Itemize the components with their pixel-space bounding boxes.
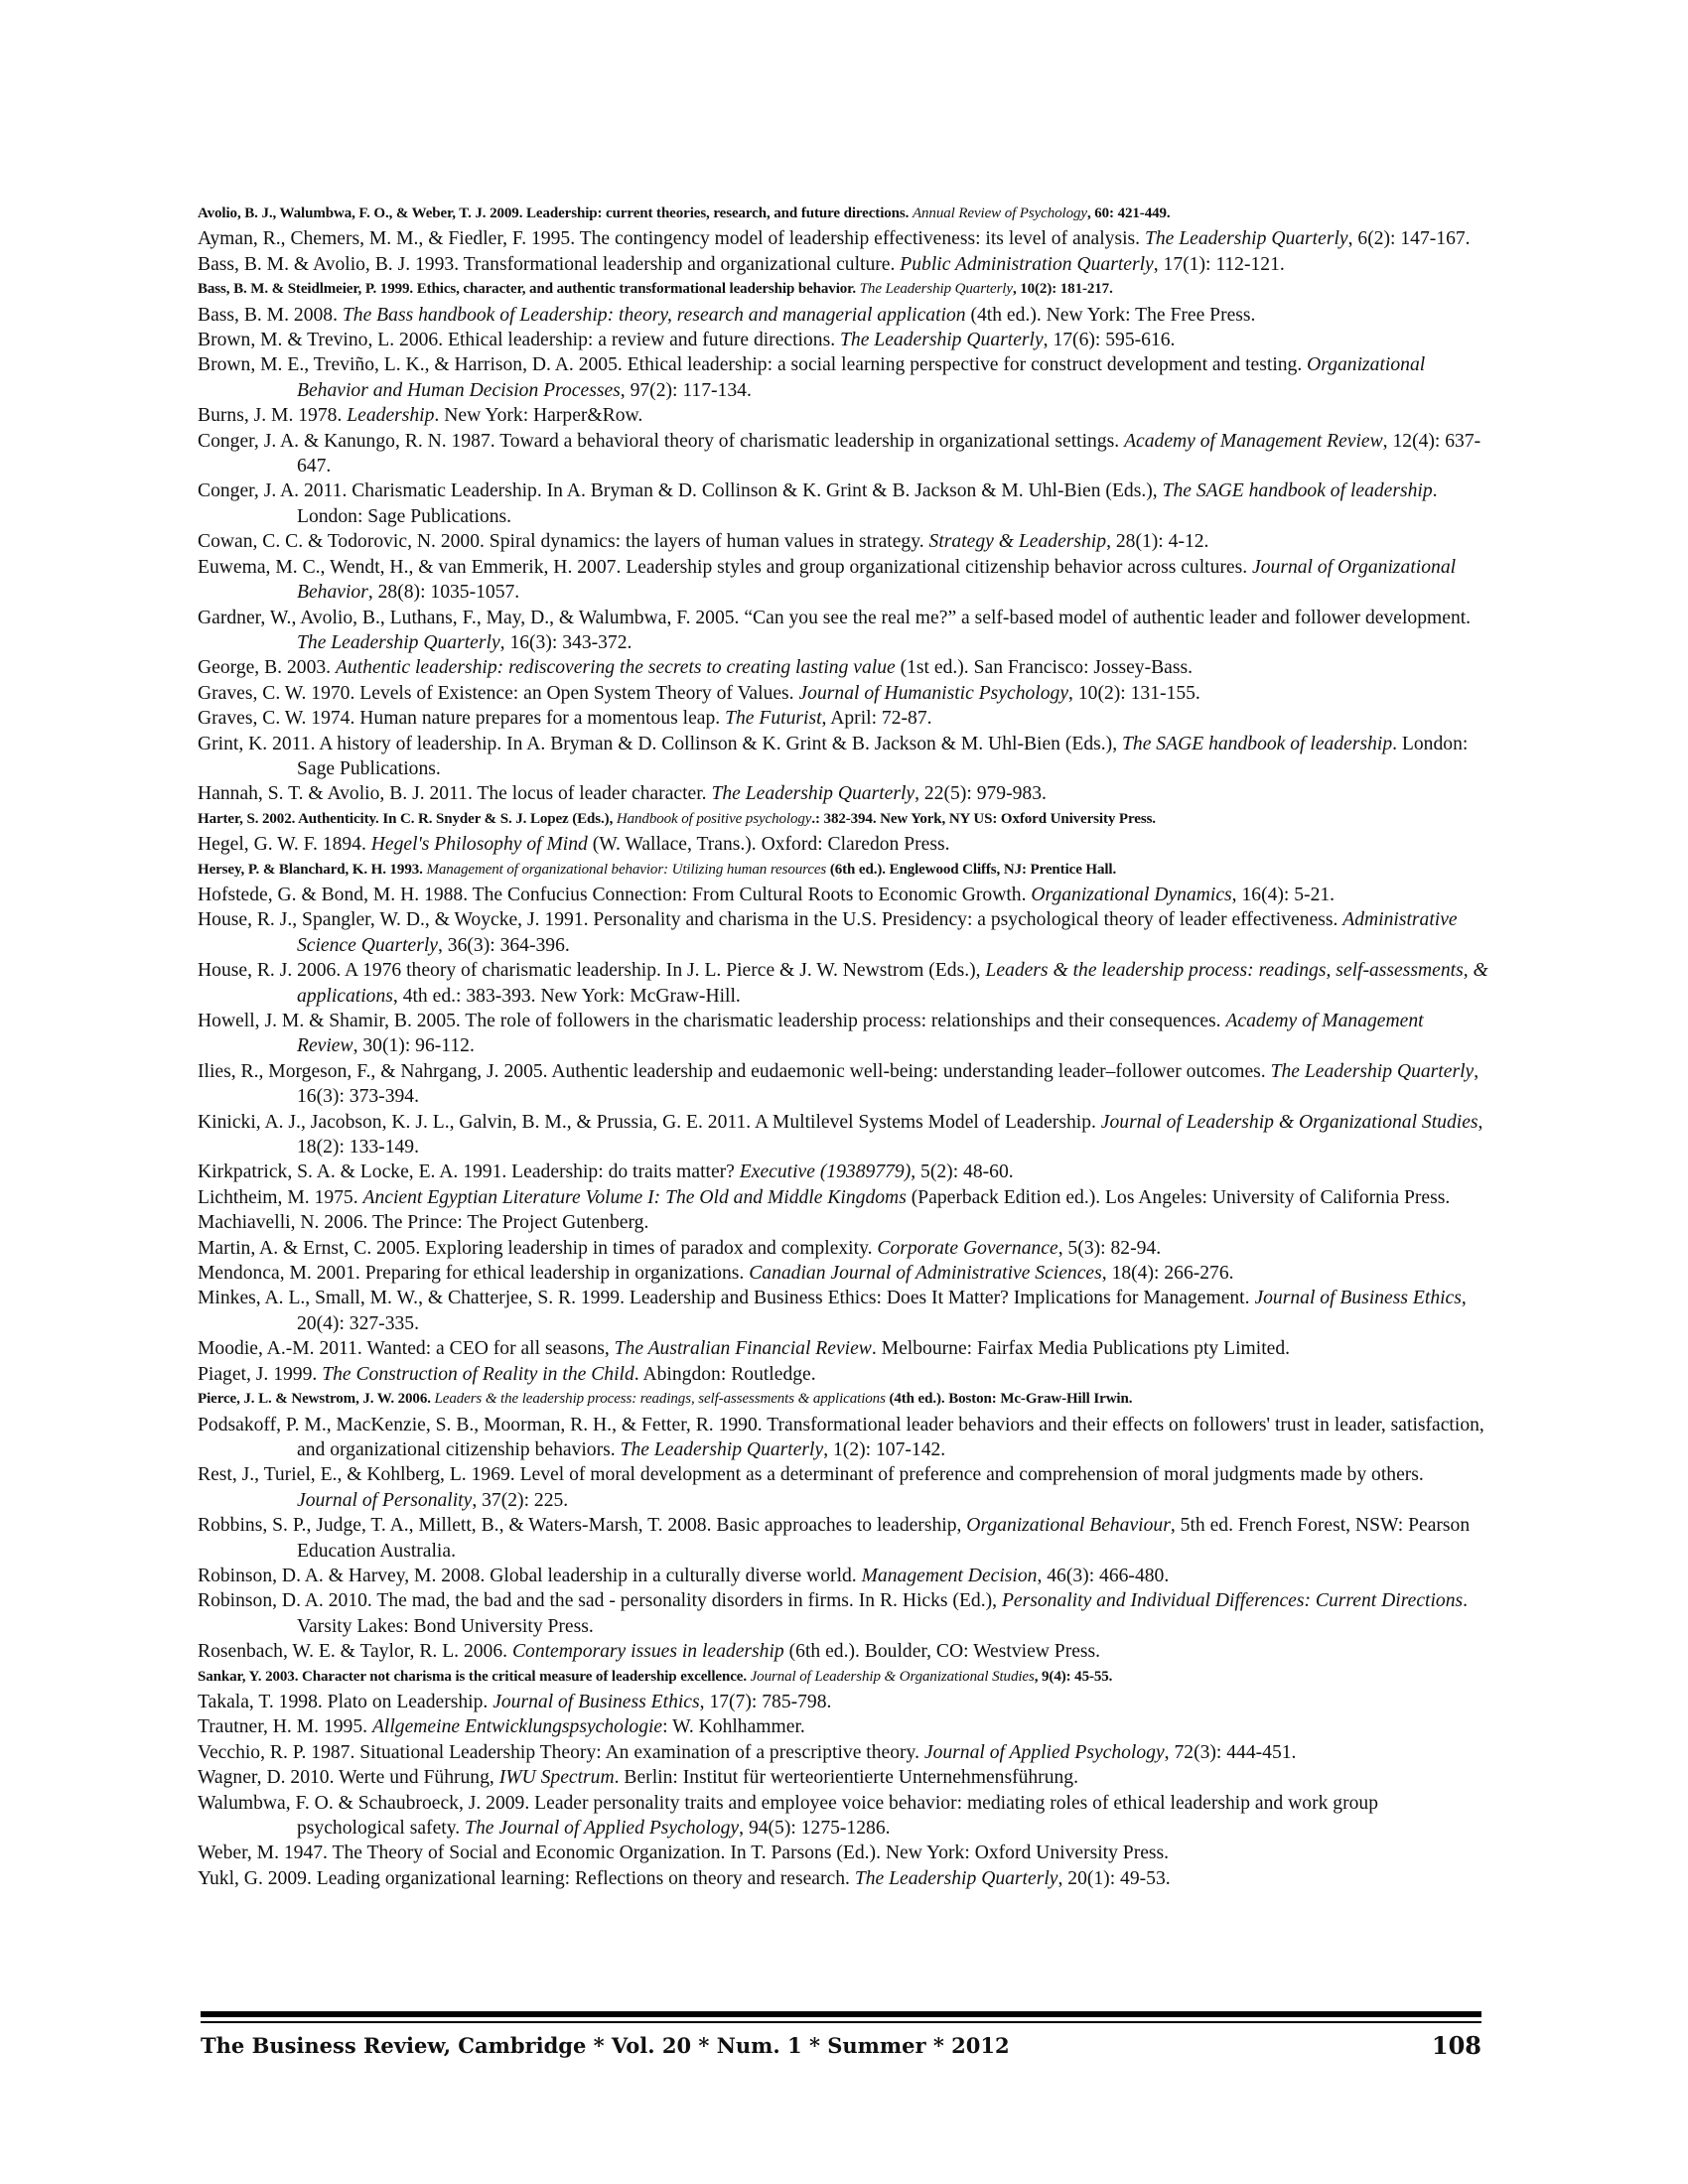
page-number: 108 [1431, 2031, 1481, 2060]
footer-rule-thick [201, 2011, 1481, 2017]
reference-title: The Leadership Quarterly [1270, 1060, 1475, 1082]
reference-text: , 94(5): 1275-1286. [739, 1818, 891, 1839]
reference-title: Journal of Organizational Behavior [297, 556, 1457, 604]
reference-text: Sankar, Y. 2003. Character not charisma is the critical measure of leadership excellence. [198, 1668, 751, 1685]
reference-entry [198, 277, 1488, 302]
reference-entry [198, 858, 1488, 883]
reference-text: Brown, M. E., Treviño, L. K., & Harrison, D. A. 2005. Ethical leadership: a social learning perspective for construct development and testing. [198, 354, 1308, 376]
reference-text: Hersey, P. & Blanchard, K. H. 1993. [198, 861, 427, 878]
reference-text: . London: Sage Publications. [297, 733, 1469, 779]
reference-title: Contemporary issues in leadership [511, 1641, 784, 1663]
reference-text: Ayman, R., Chemers, M. M., & Fiedler, F. 1995. The contingency model of leadership effectiveness: its level of analysis. [198, 228, 1145, 250]
reference-entry [198, 732, 1488, 782]
reference-entry [198, 555, 1488, 606]
reference-text: Rest, J., Turiel, E., & Kohlberg, L. 1969. Level of moral development as a determinant of preference and comprehension of moral judgments made by others. [198, 1464, 1424, 1486]
reference-text: Cowan, C. C. & Todorovic, N. 2000. Spiral dynamics: the layers of human values in strategy. [198, 531, 929, 553]
reference-entry [198, 606, 1488, 656]
reference-text: Yukl, G. 2009. Leading organizational learning: Reflections on theory and research. [198, 1867, 855, 1889]
reference-text: Bass, B. M. & Avolio, B. J. 1993. Transformational leadership and organizational culture. [198, 253, 901, 275]
reference-entry [198, 1210, 1488, 1235]
reference-text: , 16(3): 373-394. [297, 1060, 1479, 1108]
reference-entry [198, 1009, 1488, 1059]
reference-text: , 22(5): 979-983. [914, 783, 1047, 805]
reference-title: The Leadership Quarterly [620, 1438, 824, 1460]
reference-text: Pierce, J. L. & Newstrom, J. W. 2006. [198, 1391, 435, 1408]
reference-text: Kinicki, A. J., Jacobson, K. J. L., Galvin, B. M., & Prussia, G. E. 2011. A Multilevel Systems Model of Leadership. [198, 1111, 1101, 1133]
reference-text: , 16(4): 5-21. [1231, 884, 1336, 905]
reference-entry [198, 1261, 1488, 1286]
reference-text: , 72(3): 444-451. [1164, 1741, 1297, 1763]
reference-text: Rosenbach, W. E. & Taylor, R. L. 2006. [198, 1641, 512, 1663]
reference-entry [198, 1110, 1488, 1160]
reference-text: Walumbwa, F. O. & Schaubroeck, J. 2009. Leader personality traits and employee voice behavior: mediating roles of ethical leadership and work group psychological safety. [198, 1792, 1378, 1839]
reference-text: Moodie, A.-M. 2011. Wanted: a CEO for all seasons, [198, 1338, 615, 1360]
reference-text: Martin, A. & Ernst, C. 2005. Exploring leadership in times of paradox and complexity. [198, 1237, 878, 1259]
reference-entry [198, 706, 1488, 731]
reference-title: Administrative Science Quarterly [297, 909, 1458, 956]
reference-title: The Construction of Reality in the Child [322, 1363, 634, 1385]
reference-text: , 4th ed.: 383-393. New York: McGraw-Hill. [392, 985, 741, 1007]
reference-text: , 17(6): 595-616. [1043, 330, 1176, 351]
reference-text: Robinson, D. A. 2010. The mad, the bad and the sad - personality disorders in firms. In R. Hicks (Ed.), [198, 1590, 1002, 1612]
reference-text: Ilies, R., Morgeson, F., & Nahrgang, J. 2005. Authentic leadership and eudaemonic well-being: understanding leader–follower outcomes. [198, 1060, 1271, 1082]
reference-text: Grint, K. 2011. A history of leadership. In A. Bryman & D. Collinson & K. Grint & B. Jackson & M. Uhl-Bien (Eds.), [198, 733, 1123, 754]
reference-text: . New York: Harper&Row. [434, 405, 643, 427]
reference-text: House, R. J. 2006. A 1976 theory of charismatic leadership. In J. L. Pierce & J. W. Newstrom (Eds.), [198, 960, 986, 982]
reference-text: , 17(7): 785-798. [699, 1691, 832, 1712]
reference-entry [198, 832, 1488, 857]
reference-text: . Berlin: Institut für werteorientierte Unternehmensführung. [614, 1767, 1078, 1789]
reference-entry [198, 1059, 1488, 1110]
reference-title: Academy of Management Review [1124, 430, 1383, 452]
reference-text: . Varsity Lakes: Bond University Press. [297, 1590, 1469, 1637]
reference-title: Journal of Leadership & Organizational Studies [750, 1668, 1035, 1685]
reference-entry [198, 1413, 1488, 1463]
reference-text: , 60: 421-449. [1086, 205, 1171, 221]
reference-text: , 46(3): 466-480. [1037, 1565, 1170, 1586]
reference-title: Annual Review of Psychology [912, 205, 1087, 221]
reference-title: Academy of Management Review [297, 1011, 1424, 1057]
reference-entry [198, 907, 1488, 958]
reference-text: (6th ed.). Boulder, CO: Westview Press. [783, 1641, 1101, 1663]
reference-text: .: 382-394. New York, NY US: Oxford University Press. [811, 810, 1156, 827]
reference-entry [198, 252, 1488, 277]
reference-title: Journal of Business Ethics [1254, 1288, 1462, 1309]
reference-text: . Abingdon: Routledge. [633, 1363, 816, 1385]
reference-text: , 28(1): 4-12. [1106, 531, 1209, 553]
reference-text: , 10(2): 131-155. [1068, 682, 1200, 704]
reference-entry [198, 1462, 1488, 1513]
reference-text: , 18(4): 266-276. [1101, 1263, 1234, 1285]
reference-entry [198, 429, 1488, 479]
reference-title: Authentic leadership: rediscovering the secrets to creating lasting value [335, 657, 896, 679]
reference-entry [198, 529, 1488, 554]
reference-text: Weber, M. 1947. The Theory of Social and Economic Organization. In T. Parsons (Ed.). New York: Oxford University Press. [198, 1843, 1170, 1864]
reference-title: Hegel's Philosophy of Mind [370, 834, 588, 856]
reference-text: Graves, C. W. 1974. Human nature prepares for a momentous leap. [198, 708, 726, 730]
reference-title: Handbook of positive psychology [616, 810, 812, 827]
reference-text: , 20(1): 49-53. [1057, 1867, 1171, 1889]
reference-text: Conger, J. A. & Kanungo, R. N. 1987. Toward a behavioral theory of charismatic leadership in organizational settings. [198, 430, 1125, 452]
reference-text: , 10(2): 181-217. [1012, 281, 1113, 298]
reference-title: Management Decision [861, 1565, 1038, 1586]
reference-entry [198, 1665, 1488, 1690]
reference-title: Journal of Leadership & Organizational Studies [1100, 1111, 1478, 1133]
reference-text: George, B. 2003. [198, 657, 336, 679]
reference-title: Journal of Applied Psychology [923, 1741, 1165, 1763]
reference-text: . London: Sage Publications. [297, 480, 1438, 527]
reference-title: The Leadership Quarterly [859, 281, 1013, 298]
reference-entry [198, 1286, 1488, 1336]
reference-text: Hannah, S. T. & Avolio, B. J. 2011. The locus of leader character. [198, 783, 712, 805]
reference-title: Allgemeine Entwicklungspsychologie [371, 1716, 663, 1738]
reference-entry [198, 202, 1488, 226]
reference-entry [198, 1564, 1488, 1588]
reference-title: Organizational Dynamics [1031, 884, 1232, 905]
reference-title: Management of organizational behavior: Utilizing human resources [426, 861, 827, 878]
reference-title: The SAGE handbook of leadership [1122, 733, 1393, 754]
reference-title: The SAGE handbook of leadership [1162, 480, 1433, 502]
reference-text: Harter, S. 2002. Authenticity. In C. R. Snyder & S. J. Lopez (Eds.), [198, 810, 617, 827]
reference-entry [198, 781, 1488, 806]
reference-title: Leaders & the leadership process: readings, self-assessments, & applications [297, 960, 1488, 1007]
reference-title: IWU Spectrum [498, 1767, 615, 1789]
reference-text: , April: 72-87. [821, 708, 932, 730]
reference-text: , 97(2): 117-134. [620, 379, 752, 401]
reference-text: Takala, T. 1998. Plato on Leadership. [198, 1691, 493, 1712]
reference-entry [198, 1791, 1488, 1842]
reference-text: Mendonca, M. 2001. Preparing for ethical leadership in organizations. [198, 1263, 750, 1285]
reference-title: Personality and Individual Differences: Current Directions [1001, 1590, 1464, 1612]
reference-text: Graves, C. W. 1970. Levels of Existence: an Open System Theory of Values. [198, 682, 799, 704]
reference-text: Hegel, G. W. F. 1894. [198, 834, 371, 856]
reference-text: , 16(3): 343-372. [499, 631, 633, 653]
reference-entry [198, 883, 1488, 907]
reference-text: Bass, B. M. 2008. [198, 304, 343, 326]
reference-entry [198, 1336, 1488, 1361]
reference-text: (4th ed.). New York: The Free Press. [965, 304, 1256, 326]
reference-text: , 37(2): 225. [472, 1489, 569, 1511]
reference-entry [198, 1866, 1488, 1891]
reference-text: (4th ed.). Boston: Mc-Graw-Hill Irwin. [885, 1391, 1133, 1408]
reference-text: , 18(2): 133-149. [297, 1111, 1483, 1159]
reference-text: Piaget, J. 1999. [198, 1363, 323, 1385]
reference-text: , 1(2): 107-142. [823, 1438, 946, 1460]
reference-entry [198, 1639, 1488, 1664]
reference-text: Gardner, W., Avolio, B., Luthans, F., May, D., & Walumbwa, F. 2005. “Can you see the real me?” a self-based model of authentic leader and follower development. [198, 607, 1472, 628]
reference-text: , 5th ed. French Forest, NSW: Pearson Education Australia. [297, 1515, 1471, 1562]
reference-title: The Australian Financial Review [614, 1338, 872, 1360]
reference-entry [198, 1185, 1488, 1210]
reference-text: Robbins, S. P., Judge, T. A., Millett, B., & Waters-Marsh, T. 2008. Basic approaches to leadership, [198, 1515, 967, 1537]
reference-entry [198, 807, 1488, 832]
reference-entry [198, 1588, 1488, 1639]
reference-entry [198, 478, 1488, 529]
reference-entry [198, 328, 1488, 352]
reference-title: Executive (19389779) [739, 1161, 912, 1183]
reference-text: Burns, J. M. 1978. [198, 405, 348, 427]
reference-title: Organizational Behavior and Human Decision Processes [297, 354, 1426, 401]
reference-text: House, R. J., Spangler, W. D., & Woycke, J. 1991. Personality and charisma in the U.S. Presidency: a psychological theory of leader effectiveness. [198, 909, 1343, 931]
reference-text: Kirkpatrick, S. A. & Locke, E. A. 1991. Leadership: do traits matter? [198, 1161, 740, 1183]
reference-text: , 12(4): 637-647. [297, 430, 1481, 478]
reference-text: , 5(3): 82-94. [1057, 1237, 1162, 1259]
reference-title: Strategy & Leadership [928, 531, 1107, 553]
reference-entry [198, 655, 1488, 680]
reference-text: Machiavelli, N. 2006. The Prince: The Project Gutenberg. [198, 1212, 649, 1234]
reference-title: The Leadership Quarterly [711, 783, 915, 805]
reference-entry [198, 1362, 1488, 1387]
reference-title: The Leadership Quarterly [854, 1867, 1058, 1889]
reference-entry [198, 303, 1488, 328]
reference-text: Brown, M. & Trevino, L. 2006. Ethical leadership: a review and future directions. [198, 330, 841, 351]
reference-entry [198, 1690, 1488, 1714]
footer-rule-thin [201, 2021, 1481, 2023]
reference-entry [198, 1765, 1488, 1790]
reference-text: , 20(4): 327-335. [297, 1288, 1467, 1334]
reference-title: Journal of Business Ethics [492, 1691, 700, 1712]
reference-title: The Journal of Applied Psychology [465, 1818, 740, 1839]
reference-list [198, 202, 1488, 1891]
reference-text: , 9(4): 45-55. [1034, 1668, 1113, 1685]
reference-entry [198, 1387, 1488, 1412]
reference-text: Robinson, D. A. & Harvey, M. 2008. Global leadership in a culturally diverse world. [198, 1565, 862, 1586]
reference-text: (W. Wallace, Trans.). Oxford: Claredon Press. [587, 834, 950, 856]
reference-text: Conger, J. A. 2011. Charismatic Leadership. In A. Bryman & D. Collinson & K. Grint & B. Jackson & M. Uhl-Bien (Eds.), [198, 480, 1163, 502]
reference-entry [198, 1513, 1488, 1564]
reference-entry [198, 1740, 1488, 1765]
reference-text: Bass, B. M. & Steidlmeier, P. 1999. Ethics, character, and authentic transformational leadership behavior. [198, 281, 860, 298]
reference-entry [198, 352, 1488, 403]
reference-text: (6th ed.). Englewood Cliffs, NJ: Prentice Hall. [826, 861, 1117, 878]
reference-title: Canadian Journal of Administrative Sciences [749, 1263, 1102, 1285]
reference-text: : W. Kohlhammer. [662, 1716, 805, 1738]
reference-title: Ancient Egyptian Literature Volume I: The Old and Middle Kingdoms [362, 1186, 907, 1208]
reference-title: The Leadership Quarterly [1144, 228, 1348, 250]
reference-entry [198, 1714, 1488, 1739]
footer-journal-info: The Business Review, Cambridge * Vol. 20 * Num. 1 * Summer * 2012 [201, 2033, 1010, 2058]
reference-title: The Leadership Quarterly [840, 330, 1044, 351]
reference-text: Minkes, A. L., Small, M. W., & Chatterjee, S. R. 1999. Leadership and Business Ethics: Does It Matter? Implications for Management. [198, 1288, 1255, 1309]
reference-entry [198, 403, 1488, 428]
reference-text: Hofstede, G. & Bond, M. H. 1988. The Confucius Connection: From Cultural Roots to Economic Growth. [198, 884, 1032, 905]
reference-text: (1st ed.). San Francisco: Jossey-Bass. [895, 657, 1194, 679]
reference-text: Lichtheim, M. 1975. [198, 1186, 363, 1208]
reference-title: The Bass handbook of Leadership: theory, research and managerial application [342, 304, 966, 326]
reference-text: Euwema, M. C., Wendt, H., & van Emmerik, H. 2007. Leadership styles and group organizational citizenship behavior across cultures. [198, 556, 1253, 578]
reference-text: (Paperback Edition ed.). Los Angeles: University of California Press. [906, 1186, 1451, 1208]
reference-title: Leadership [347, 405, 435, 427]
reference-entry [198, 958, 1488, 1009]
reference-text: , 30(1): 96-112. [352, 1035, 475, 1057]
reference-text: Trautner, H. M. 1995. [198, 1716, 372, 1738]
reference-entry [198, 1160, 1488, 1184]
reference-text: . Melbourne: Fairfax Media Publications pty Limited. [871, 1338, 1291, 1360]
reference-title: Leaders & the leadership process: readings, self-assessments & applications [434, 1391, 886, 1408]
reference-text: , 5(2): 48-60. [911, 1161, 1014, 1183]
reference-entry [198, 1236, 1488, 1261]
reference-text: , 6(2): 147-167. [1347, 228, 1471, 250]
reference-title: Journal of Humanistic Psychology [798, 682, 1069, 704]
reference-text: , 28(8): 1035-1057. [367, 582, 520, 604]
reference-text: , 36(3): 364-396. [438, 934, 570, 956]
reference-entry [198, 226, 1488, 251]
reference-text: Vecchio, R. P. 1987. Situational Leadership Theory: An examination of a prescriptive theory. [198, 1741, 924, 1763]
reference-title: Organizational Behaviour [966, 1515, 1171, 1537]
reference-entry [198, 681, 1488, 706]
reference-title: Public Administration Quarterly [900, 253, 1154, 275]
reference-text: , 17(1): 112-121. [1153, 253, 1285, 275]
reference-title: Corporate Governance [877, 1237, 1058, 1259]
reference-entry [198, 1841, 1488, 1865]
reference-text: Avolio, B. J., Walumbwa, F. O., & Weber, T. J. 2009. Leadership: current theories, research, and future directions. [198, 205, 913, 221]
reference-text: Howell, J. M. & Shamir, B. 2005. The role of followers in the charismatic leadership process: relationships and their consequences. [198, 1011, 1226, 1031]
reference-title: Journal of Personality [297, 1489, 473, 1511]
reference-title: The Leadership Quarterly [297, 631, 500, 653]
reference-title: The Futurist [725, 708, 822, 730]
reference-text: Wagner, D. 2010. Werte und Führung, [198, 1767, 499, 1789]
reference-text: Podsakoff, P. M., MacKenzie, S. B., Moorman, R. H., & Fetter, R. 1990. Transformational leader behaviors and their effects on followers' trust in leader, satisfaction, and organizational citizenship behaviors. [198, 1414, 1484, 1460]
